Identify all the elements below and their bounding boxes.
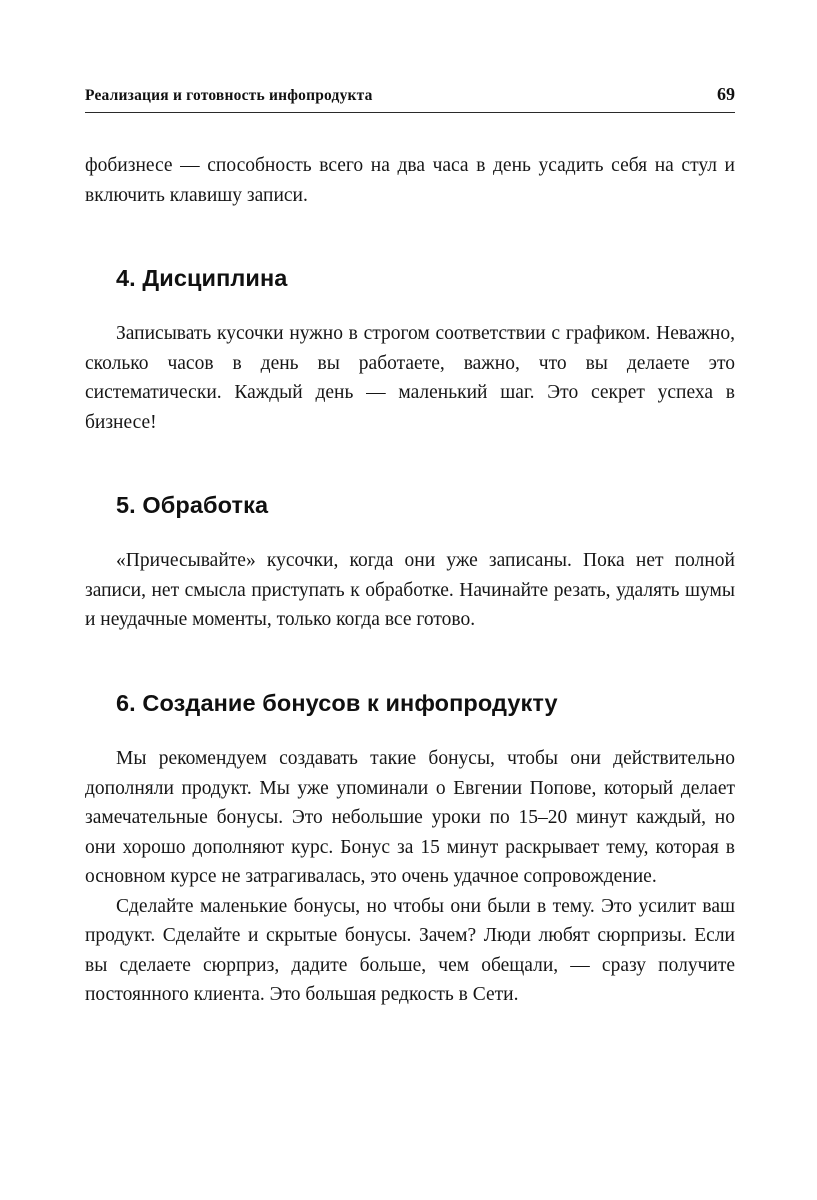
paragraph-bonuses-2: Сделайте маленькие бонусы, но чтобы они были в тему. Это усилит ваш продукт. Сделайте и скрытые бонусы. Зачем? Люди любят сюрпризы. Если вы сделаете сюрприз, дадите больше, чем обещали, — сразу получите постоянного клиента. Это большая редкость в Сети.: [85, 895, 735, 1006]
page-header: [85, 84, 735, 113]
heading-section-6-bonuses: 6. Создание бонусов к инфопродукту: [116, 689, 558, 716]
paragraph-continuation: фобизнесе — способность всего на два часа в день усадить себя на стул и включить клавишу записи.: [85, 155, 735, 206]
heading-section-4-discipline: 4. Дисциплина: [116, 265, 288, 291]
heading-section-5-processing: 5. Обработка: [116, 492, 269, 519]
page-number: 69: [717, 84, 735, 104]
paragraph-bonuses-1: Мы рекомендуем создавать такие бонусы, чтобы они действительно дополняли продукт. Мы уже упоминали о Евгении Попове, который делает замечательные бонусы. Это небольшие уроки по 15–20 минут каждый, но они хорошо дополняют курс. Бонус за 15 минут раскрывает тему, которая в основном курсе не затрагивалась, это очень удачное сопровождение.: [85, 748, 735, 888]
paragraph-processing: «Причесывайте» кусочки, когда они уже записаны. Пока нет полной записи, нет смысла приступать к обработке. Начинайте резать, удалять шумы и неудачные моменты, только когда все готово.: [85, 550, 735, 631]
paragraph-discipline: Записывать кусочки нужно в строгом соответствии с графиком. Неважно, сколько часов в день вы работаете, важно, что вы делаете это систематически. Каждый день — маленький шаг. Это секрет успеха в бизнесе!: [85, 323, 735, 433]
page-body: [85, 151, 735, 1010]
running-title: Реализация и готовность инфопродукта: [85, 87, 373, 104]
